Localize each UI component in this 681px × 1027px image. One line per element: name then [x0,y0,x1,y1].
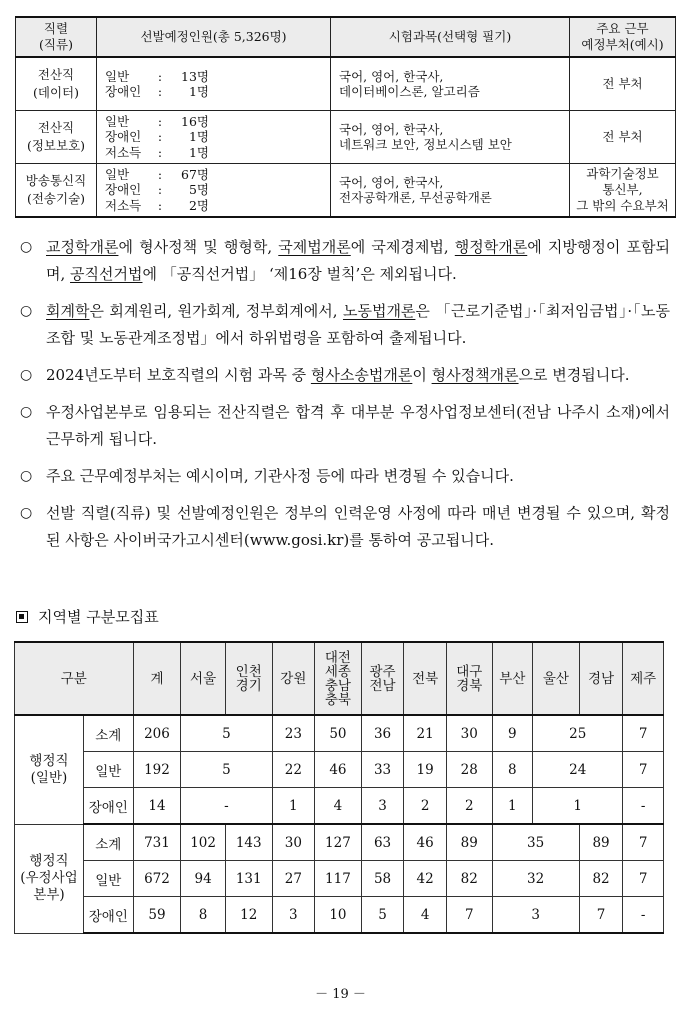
data-cell: 1 [492,788,533,825]
table-row [15,897,664,934]
count-colon: : [157,197,163,213]
count-line [105,114,330,130]
group-label: 행정직 (우정사업 본부) [15,824,84,933]
page-number: － 19 － [315,987,366,1002]
dept-cell: 전 부처 [570,111,676,164]
count-line [105,198,330,214]
data-cell: - [181,788,272,825]
data-cell: 33 [361,752,404,788]
count-value: 67명 [181,166,209,182]
header-region: 대전 세종 충남 충북 [315,642,362,715]
underlined-term: 국제법개론 [278,238,351,256]
job-cell: 전산직 (정보보호) [16,111,97,164]
header-region: 계 [133,642,181,715]
count-cell [97,111,331,164]
data-cell: 9 [492,715,533,752]
note-item [20,399,670,453]
header-region: 울산 [533,642,580,715]
circle-bullet-icon: ○ [20,239,33,255]
data-cell: 143 [225,824,272,861]
count-label: 저소득 [105,197,142,213]
data-cell: 35 [492,824,579,861]
section-heading [16,606,159,627]
count-label: 일반 [105,113,130,129]
table-row [15,861,664,897]
data-cell: 4 [315,788,362,825]
note-fragment: 우정사업본부로 임용되는 전산직렬은 합격 후 대부분 우정사업정보센터(전남 나주시 소재)에서 근무하게 됩니다. [46,403,670,448]
note-text [46,463,670,490]
data-cell: 7 [623,752,664,788]
count-line [105,129,330,145]
data-cell: 5 [361,897,404,934]
data-cell: 24 [533,752,623,788]
count-line [105,167,330,183]
circle-bullet-icon: ○ [20,505,33,521]
data-cell: 82 [446,861,492,897]
data-cell: 7 [623,715,664,752]
data-cell: 42 [404,861,447,897]
job-cell: 전산직 (데이터) [16,57,97,111]
underlined-term: 형사정책개론 [431,366,519,384]
data-cell: 63 [361,824,404,861]
table-row [15,715,664,752]
header-subjects: 시험과목(선택형 필기) [331,17,570,57]
header-job: 직렬 (직류) [16,17,97,57]
count-label: 장애인 [105,129,142,145]
note-item [20,500,670,554]
data-cell: 30 [446,715,492,752]
table-row [15,824,664,861]
underlined-term: 형사소송법개론 [310,366,413,384]
data-cell: 5 [181,715,272,752]
subjects-cell: 국어, 영어, 한국사, 네트워크 보안, 정보시스템 보안 [331,111,570,164]
note-fragment: 선발 직렬(직류) 및 선발예정인원은 정부의 인력운영 사정에 따라 매년 변경될 수 있으며, 확정된 사항은 사이버국가고시센터(www.gosi.kr)를 통하여 공고됩니다. [46,504,670,549]
count-value: 16명 [181,113,209,129]
job-cell: 방송통신직 (전송기술) [16,164,97,218]
count-line [105,182,330,198]
count-label: 장애인 [105,182,142,198]
circle-bullet-icon: ○ [20,367,33,383]
note-fragment: 에 국제경제법, [350,238,455,256]
data-cell: 192 [133,752,181,788]
data-cell: 59 [133,897,181,934]
data-cell: 8 [181,897,226,934]
header-region: 서울 [181,642,226,715]
data-cell: 82 [579,861,623,897]
data-cell: 10 [315,897,362,934]
header-region: 부산 [492,642,533,715]
count-colon: : [157,182,163,198]
underlined-term: 회계학 [46,302,90,320]
count-colon: : [157,166,163,182]
table-row [15,752,664,788]
data-cell: 2 [446,788,492,825]
regional-table [14,641,664,934]
notes-list [20,234,670,564]
dept-cell: 전 부처 [570,57,676,111]
data-cell: - [623,788,664,825]
data-cell: 14 [133,788,181,825]
header-region: 강원 [272,642,315,715]
note-text [46,399,670,453]
count-colon: : [157,113,163,129]
count-label: 장애인 [105,84,142,99]
data-cell: 28 [446,752,492,788]
note-item [20,298,670,352]
table-row [15,788,664,825]
note-text [46,234,670,288]
note-fragment: 에 「공직선거법」 ‘제16장 벌칙’은 제외됩니다. [142,265,457,283]
data-cell: 46 [404,824,447,861]
count-label: 저소득 [105,144,142,160]
count-colon: : [157,68,163,84]
note-item [20,234,670,288]
count-colon: : [157,129,163,145]
data-cell: 7 [623,824,664,861]
underlined-term: 행정학개론 [454,238,528,256]
note-item [20,463,670,490]
note-fragment: 이 [412,366,432,384]
section-title: 지역별 구분모집표 [38,608,159,626]
header-region: 인천 경기 [225,642,272,715]
header-region: 전북 [404,642,447,715]
row-label: 장애인 [83,788,133,825]
circle-bullet-icon: ○ [20,404,33,420]
data-cell: 19 [404,752,447,788]
data-cell: 3 [492,897,579,934]
header-dept: 주요 근무 예정부처(예시) [570,17,676,57]
count-label: 일반 [105,68,130,84]
table-row [16,164,676,218]
data-cell: 8 [492,752,533,788]
table-row [16,57,676,111]
note-text [46,298,670,352]
header-region: 경남 [579,642,623,715]
data-cell: 25 [533,715,623,752]
data-cell: 127 [315,824,362,861]
data-cell: 58 [361,861,404,897]
note-fragment: 2024년도부터 보호직렬의 시험 과목 중 [46,366,311,384]
square-bullet-icon [16,611,28,623]
count-cell [97,57,331,111]
data-cell: 36 [361,715,404,752]
row-label: 일반 [83,861,133,897]
header-region: 제주 [623,642,664,715]
selection-table [15,16,676,218]
count-value: 13명 [181,68,209,84]
data-cell: 32 [492,861,579,897]
note-item [20,362,670,389]
header-region: 대구 경북 [446,642,492,715]
count-value: 1명 [188,144,209,160]
circle-bullet-icon: ○ [20,303,33,319]
data-cell: 2 [404,788,447,825]
data-cell: 21 [404,715,447,752]
data-cell: 30 [272,824,315,861]
data-cell: - [623,897,664,934]
data-cell: 22 [272,752,315,788]
data-cell: 131 [225,861,272,897]
data-cell: 27 [272,861,315,897]
data-cell: 46 [315,752,362,788]
data-cell: 206 [133,715,181,752]
data-cell: 7 [579,897,623,934]
row-label: 일반 [83,752,133,788]
underlined-term: 공직선거법 [70,265,143,283]
data-cell: 50 [315,715,362,752]
note-text [46,362,670,389]
count-line [105,84,330,100]
header-region: 광주 전남 [361,642,404,715]
note-fragment: 은 「근로기준법」·「최저임금법」·「노동조합 및 노동관계조정법」에서 하위법령을 포함하여 출제됩니다. [46,302,670,347]
note-fragment: 에 형사정책 및 행형학, [118,238,279,256]
data-cell: 3 [361,788,404,825]
count-colon: : [157,144,163,160]
underlined-term: 노동법개론 [342,302,416,320]
data-cell: 5 [181,752,272,788]
note-fragment: 으로 변경됩니다. [518,366,630,384]
row-label: 장애인 [83,897,133,934]
dept-cell: 과학기술정보 통신부, 그 밖의 수요부처 [570,164,676,218]
data-cell: 23 [272,715,315,752]
table-row [16,111,676,164]
subjects-cell: 국어, 영어, 한국사, 전자공학개론, 무선공학개론 [331,164,570,218]
count-cell [97,164,331,218]
group-label: 행정직 (일반) [15,715,84,824]
note-fragment: 은 회계원리, 원가회계, 정부회계에서, [89,302,343,320]
data-cell: 94 [181,861,226,897]
data-cell: 7 [623,861,664,897]
count-colon: : [157,84,163,99]
data-cell: 12 [225,897,272,934]
count-value: 1명 [188,84,209,99]
data-cell: 731 [133,824,181,861]
count-line [105,145,330,161]
data-cell: 4 [404,897,447,934]
data-cell: 1 [533,788,623,825]
count-line [105,69,330,85]
note-text [46,500,670,554]
data-cell: 7 [446,897,492,934]
count-value: 2명 [188,197,209,213]
data-cell: 117 [315,861,362,897]
header-category: 구분 [15,642,134,715]
data-cell: 1 [272,788,315,825]
header-count: 선발예정인원(총 5,326명) [97,17,331,57]
note-fragment: 에 지방행정이 포함되며, [46,238,670,283]
row-label: 소계 [83,824,133,861]
count-value: 1명 [188,129,209,145]
underlined-term: 교정학개론 [46,238,119,256]
subjects-cell: 국어, 영어, 한국사, 데이터베이스론, 알고리즘 [331,57,570,111]
data-cell: 672 [133,861,181,897]
data-cell: 89 [446,824,492,861]
count-value: 5명 [188,182,209,198]
circle-bullet-icon: ○ [20,468,33,484]
note-fragment: 주요 근무예정부처는 예시이며, 기관사정 등에 따라 변경될 수 있습니다. [46,467,514,485]
row-label: 소계 [83,715,133,752]
data-cell: 3 [272,897,315,934]
data-cell: 89 [579,824,623,861]
data-cell: 102 [181,824,226,861]
count-label: 일반 [105,166,130,182]
